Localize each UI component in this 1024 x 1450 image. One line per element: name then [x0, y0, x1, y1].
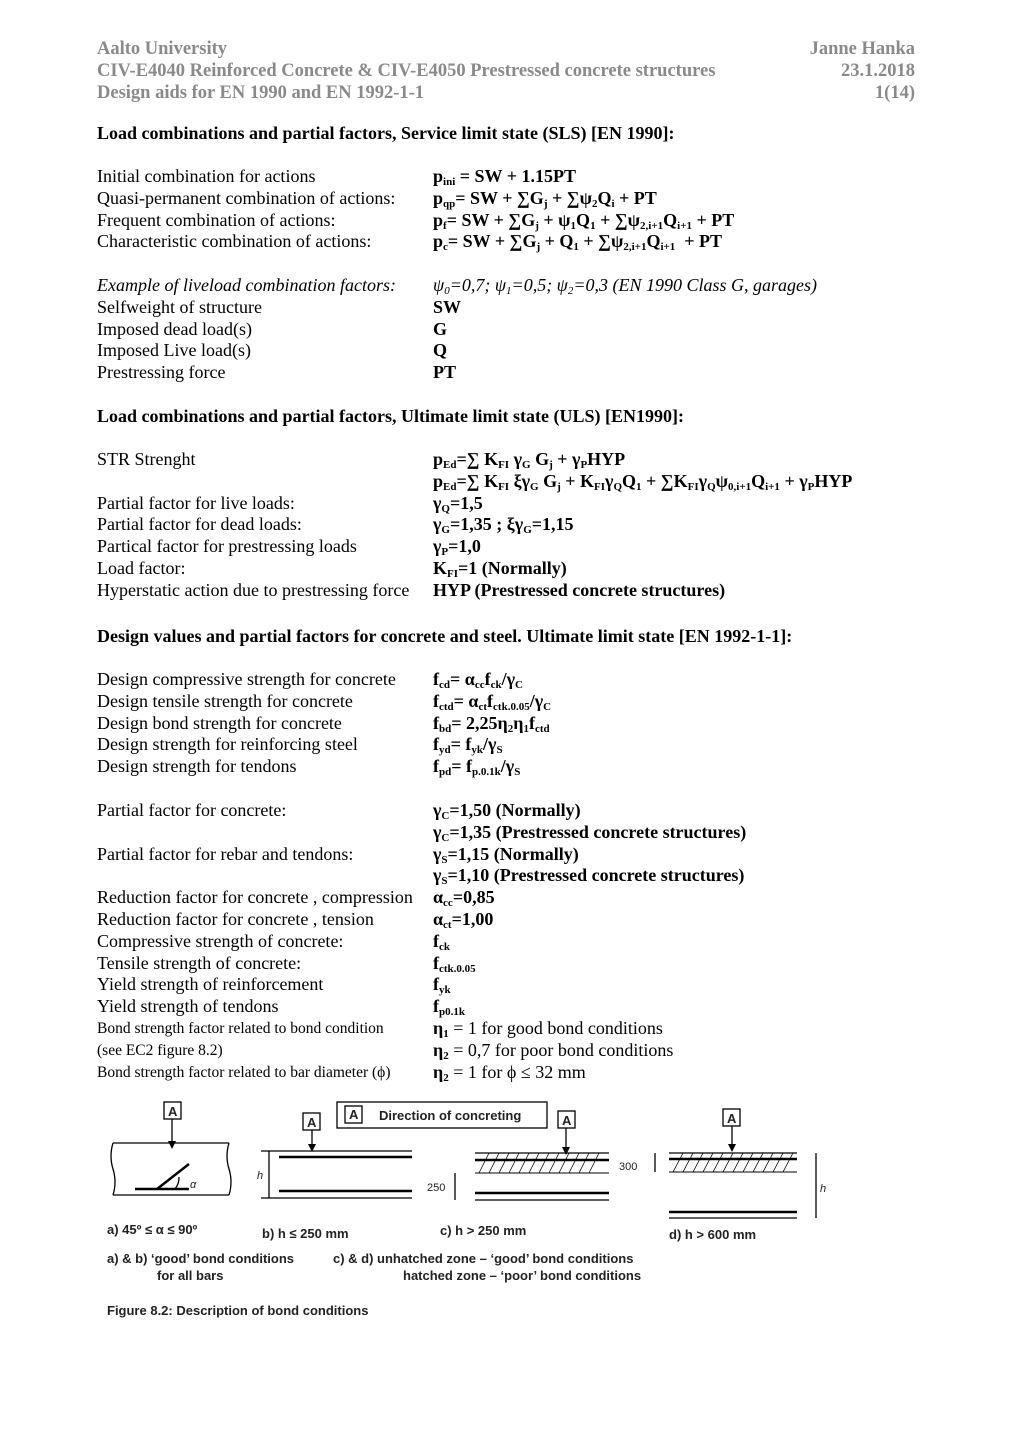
marker-label: A — [307, 1115, 317, 1130]
dim-250: 250 — [427, 1182, 446, 1194]
sls-example-row: Example of liveload combination factors: $\psi_0=0,7$; $\psi_1=0,5$; $\psi_2=0,3$ (EN 1990 Class G, garages) — [97, 274, 818, 297]
factor-row: Yield strength of tendons $f_{p0.1k}$ — [97, 996, 465, 1019]
sls-combinations — [97, 166, 957, 384]
bond-row: Bond strength factor related to bond condition $\eta_1 = 1$ for good bond conditions — [97, 1017, 663, 1040]
factor-row: Compressive strength of concrete: $f_{ck}$ — [97, 930, 450, 953]
sls-row-initial: Initial combination for actions $p_{ini}$ = SW + 1.15PT — [97, 166, 576, 188]
inclined-bar — [157, 1164, 189, 1189]
formula-quasi-permanent: $p_{qp}=$ SW + $\sum G_j + \sum\psi_2Q_i$ + PT — [433, 187, 657, 210]
formula-str-2: $p_{Ed}=\sum$ $K_{FI}$ $\xi\gamma_G$ $G_j + K_{FI}\gamma_QQ_1 + \sum K_{FI}\gamma_Q\psi_{0,i+1}Q_{i+1} + \gamma_PHYP$ — [433, 470, 853, 493]
design-row: Design strength for tendons $f_{pd}= f_{p.0.1k}/\gamma_S$ — [97, 756, 521, 779]
header-author: Janne Hanka — [809, 39, 915, 59]
sls-row-characteristic: Characteristic combination of actions: $p_c=$ SW + $\sum G_j + Q_1 + \sum\psi_{2,i+1}Q_{i+1}$ + PT — [97, 231, 723, 254]
bond-row: (see EC2 figure 8.2) $\eta_2 = 0,7$ for poor bond conditions — [97, 1039, 674, 1062]
dim-h-d: h — [820, 1183, 827, 1195]
factor-row: Reduction factor for concrete , compression $\alpha_{cc}=0,85$ — [97, 887, 495, 910]
marker-label: A — [562, 1113, 572, 1128]
uls-section-title: Load combinations and partial factors, Ultimate limit state (ULS) [EN1990]: — [97, 406, 684, 426]
sls-row-frequent: Frequent combination of actions: $p_f=$ SW + $\sum G_j + \psi_1Q_1 + \sum\psi_{2,i+1}Q_{i+1}$ + PT — [97, 209, 735, 232]
formula-characteristic: $p_c=$ SW + $\sum G_j + Q_1 + \sum\psi_{2,i+1}Q_{i+1}$ + PT — [433, 231, 723, 254]
case-c-label: c) h > 250 mm — [440, 1223, 527, 1238]
marker-label: A — [727, 1111, 737, 1126]
factor-row: Tensile strength of concrete: $f_{ctk.0.05}$ — [97, 952, 476, 975]
page-header — [97, 38, 915, 104]
figure-caption: Figure 8.2: Description of bond conditions — [107, 1303, 369, 1318]
dim-300: 300 — [619, 1161, 638, 1173]
dim-h-b: h — [257, 1170, 264, 1182]
factor-row: Partial factor for rebar and tendons: $\gamma_S=1,15$ (Normally) — [97, 843, 579, 866]
uls-row: Partial factor for live loads: $\gamma_Q=1,5$ — [97, 492, 483, 515]
header-doc-title: Design aids for EN 1990 and EN 1992-1-1 — [97, 83, 425, 103]
design-section-title: Design values and partial factors for concrete and steel. Ultimate limit state [EN 1992-1-1]: — [97, 626, 793, 646]
design-row: Design bond strength for concrete $f_{bd}= 2,25\eta_2\eta_1f_{ctd}$ — [97, 712, 550, 735]
header-date: 23.1.2018 — [841, 61, 915, 81]
factor-row: $\gamma_S=1,10$ (Prestressed concrete structures) — [433, 865, 745, 888]
factor-row: $\gamma_C=1,35$ (Prestressed concrete structures) — [433, 821, 747, 844]
case-a-label: a) 45º ≤ α ≤ 90º — [107, 1222, 198, 1237]
marker-label: A — [168, 1104, 178, 1119]
header-page-number: 1(14) — [874, 83, 915, 103]
factor-row: Partial factor for concrete: $\gamma_C=1,50$ (Normally) — [97, 800, 581, 822]
direction-of-concreting-label: Direction of concreting — [379, 1108, 522, 1123]
uls-row: Load factor: $K_{FI}=1$ (Normally) — [97, 557, 567, 580]
sls-row-quasi-permanent: Quasi-permanent combination of actions: $p_{qp}=$ SW + $\sum G_j + \sum\psi_2Q_i$ + PT — [97, 187, 657, 210]
design-row: Design compressive strength for concrete $f_{cd}= \alpha_{cc}f_{ck}/\gamma_C$ — [97, 669, 523, 691]
marker-label: A — [349, 1107, 359, 1122]
case-d-label: d) h > 600 mm — [669, 1227, 757, 1242]
uls-row: Partial factor for dead loads: $\gamma_G=1,35$ ; $\xi\gamma_G=1,15$ — [97, 514, 574, 537]
bond-conditions-figure — [97, 1098, 897, 1328]
formula-initial: $p_{ini}$ = SW + 1.15PT — [433, 166, 576, 188]
header-university: Aalto University — [97, 39, 227, 59]
psi-values: $\psi_0=0,7$; $\psi_1=0,5$; $\psi_2=0,3$ (EN 1990 Class G, garages) — [433, 274, 818, 297]
design-row: Design tensile strength for concrete $f_{ctd}= \alpha_{ct}f_{ctk.0.05}/\gamma_C$ — [97, 690, 552, 713]
formula-str-1: $p_{Ed}=\sum$ $K_{FI}$ $\gamma_G$ $G_j + \gamma_PHYP$ — [433, 449, 626, 471]
bond-row: Bond strength factor related to bar diameter (ϕ) $\eta_2 = 1$ for ϕ ≤ 32 mm — [97, 1061, 586, 1084]
dim-alpha: α — [190, 1179, 197, 1191]
uls-row-str: STR Strenght $p_{Ed}=\sum$ $K_{FI}$ $\gamma_G$ $G_j + \gamma_PHYP$ — [97, 449, 626, 471]
uls-row: Partical factor for prestressing loads $\gamma_P=1,0$ — [97, 536, 481, 559]
symbol-row: Imposed dead load(s) G — [97, 318, 448, 339]
note-good-ab: a) & b) ‘good’ bond conditions — [107, 1251, 295, 1266]
symbol-row: Selfweight of structure SW — [97, 296, 462, 317]
uls-row-str-2 — [97, 471, 957, 493]
factor-row: Yield strength of reinforcement $f_{yk}$ — [97, 974, 451, 997]
sls-section-title: Load combinations and partial factors, Service limit state (SLS) [EN 1990]: — [97, 123, 675, 143]
uls-combinations — [97, 449, 957, 602]
uls-row: Hyperstatic action due to prestressing force HYP (Prestressed concrete structures) — [97, 579, 726, 600]
symbol-row: Imposed Live load(s) Q — [97, 340, 448, 361]
header-course: CIV-E4040 Reinforced Concrete & CIV-E4050 Prestressed concrete structures — [97, 61, 716, 81]
design-strengths — [97, 669, 957, 778]
case-b-label: b) h ≤ 250 mm — [262, 1226, 349, 1241]
note-hatched: hatched zone – ‘poor’ bond conditions — [403, 1268, 642, 1283]
note-all-bars: for all bars — [157, 1268, 224, 1283]
factor-row: Reduction factor for concrete , tension $\alpha_{ct}=1,00$ — [97, 908, 494, 931]
formula-frequent: $p_f=$ SW + $\sum G_j + \psi_1Q_1 + \sum\psi_{2,i+1}Q_{i+1}$ + PT — [433, 209, 735, 232]
design-factors — [97, 800, 957, 1083]
note-unhatched: c) & d) unhatched zone – ‘good’ bond conditions — [333, 1251, 634, 1266]
design-row: Design strength for reinforcing steel $f_{yd}= f_{yk}/\gamma_S$ — [97, 734, 503, 757]
symbol-row: Prestressing force PT — [97, 362, 457, 383]
